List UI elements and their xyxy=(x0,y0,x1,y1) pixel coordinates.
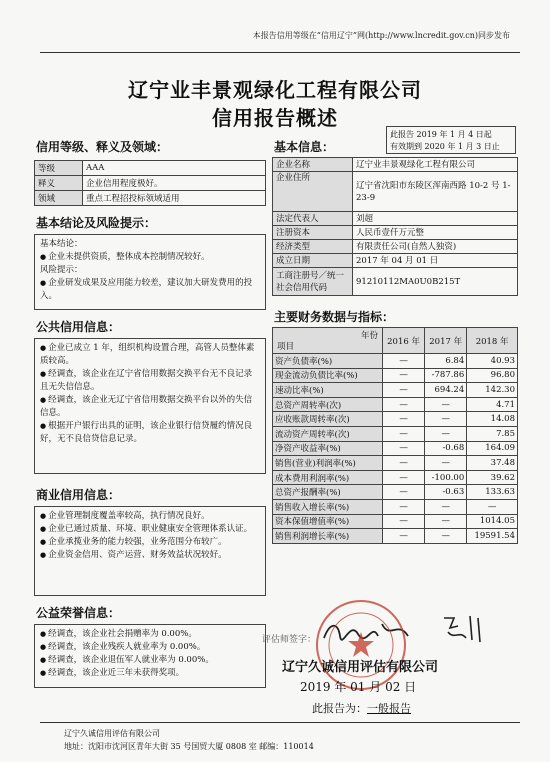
conclusion-label: 基本结论： xyxy=(40,239,83,249)
grade-section-title: 信用等级、释义及领域： xyxy=(36,140,169,154)
metric-value: — xyxy=(383,412,425,427)
metric-name: 成本费用利润率(%) xyxy=(273,470,383,485)
finance-table xyxy=(272,327,518,544)
meaning-key: 释义 xyxy=(35,176,83,191)
year-column-header: 2016 年 xyxy=(383,328,425,354)
basic-key: 企业住所 xyxy=(273,172,353,212)
list-item: ● 企业已通过质量、环境、职业健康安全管理体系认证。 xyxy=(40,523,260,536)
agency-name: 辽宁久诚信用评估有限公司 xyxy=(282,660,439,675)
agency-seal-icon xyxy=(316,600,406,690)
domain-value: 重点工程招投标领域适用 xyxy=(83,191,266,206)
metric-name: 速动比率(%) xyxy=(273,383,383,398)
metric-value: -0.68 xyxy=(425,441,467,456)
grade-value: AAA xyxy=(83,161,266,176)
table-row xyxy=(273,254,518,268)
metric-value: 142.30 xyxy=(467,383,518,398)
metric-value: — xyxy=(383,470,425,485)
grade-key: 等级 xyxy=(35,161,83,176)
honor-section-title: 公益荣誉信息： xyxy=(36,606,121,620)
list-item: ● 经调查，该企业退伍军人就业率为 0.00%。 xyxy=(40,654,260,667)
metric-name: 资本保值增值率(%) xyxy=(273,514,383,529)
table-row xyxy=(273,212,518,226)
basic-value: 2017 年 04 月 01 日 xyxy=(353,254,518,268)
table-row xyxy=(273,268,518,296)
metric-value: 39.62 xyxy=(467,470,518,485)
footer-divider xyxy=(40,722,520,723)
metric-value: — xyxy=(383,368,425,383)
table-row xyxy=(273,397,518,412)
basic-section-title: 基本信息： xyxy=(274,140,335,154)
list-item: ● 根据开户银行出具的证明，该企业银行信贷履约情况良好，无不良信贷信息记录。 xyxy=(40,420,260,446)
metric-value: 7.85 xyxy=(467,426,518,441)
metric-name: 现金流动负债比率(%) xyxy=(273,368,383,383)
table-row xyxy=(35,191,266,206)
table-header-row xyxy=(273,328,518,354)
report-end-date: 有效期到 2020 年 1 月 3 日止 xyxy=(390,142,500,151)
metric-value: — xyxy=(425,514,467,529)
table-row xyxy=(273,529,518,544)
table-row xyxy=(35,161,266,176)
list-item: ● 经调查，该企业残疾人就业率为 0.00%。 xyxy=(40,641,260,654)
metric-value: — xyxy=(425,412,467,427)
metric-name: 净资产收益率(%) xyxy=(273,441,383,456)
report-start-date: 此报告 2019 年 1 月 4 日起 xyxy=(390,130,492,139)
metric-name: 销售(营业)利润率(%) xyxy=(273,456,383,471)
table-row xyxy=(273,470,518,485)
metric-name: 应收账款周转率(次) xyxy=(273,412,383,427)
report-type-label: 此报告为： xyxy=(312,702,367,715)
domain-key: 领域 xyxy=(35,191,83,206)
basic-key: 成立日期 xyxy=(273,254,353,268)
table-row xyxy=(273,485,518,500)
risk-label: 风险提示： xyxy=(40,265,83,275)
metric-value: — xyxy=(425,426,467,441)
basic-key: 法定代表人 xyxy=(273,212,353,226)
list-item: ● 经调查，该企业无辽宁省信用数据交换平台以外的失信信息。 xyxy=(40,394,260,420)
basic-value: 辽宁省沈阳市东陵区浑南西路 10-2 号 1-23-9 xyxy=(353,172,518,212)
metric-value: — xyxy=(425,499,467,514)
second-signature xyxy=(440,612,490,644)
footer-address: 地址：沈阳市沈河区青年大街 35 号国贸大厦 0808 室 邮编：110014 xyxy=(64,742,314,751)
basic-value: 辽宁业丰景观绿化工程有限公司 xyxy=(353,158,518,172)
metric-value: — xyxy=(383,456,425,471)
list-item: ● 企业资金信用、资产运营、财务效益状况较好。 xyxy=(40,549,260,562)
item-header: 项目 xyxy=(277,342,295,352)
report-type-value: 一般报告 xyxy=(367,702,411,715)
year-column-header: 2018 年 xyxy=(467,328,518,354)
metric-value: 6.84 xyxy=(425,354,467,369)
metric-value: 694.24 xyxy=(425,383,467,398)
list-item: ● 经调查，该企业近三年未获得奖项。 xyxy=(40,667,260,680)
table-row xyxy=(273,426,518,441)
metric-value: 37.48 xyxy=(467,456,518,471)
metric-name: 总资产周转率(次) xyxy=(273,397,383,412)
report-title: 信用报告概述 xyxy=(212,106,338,130)
metric-value: — xyxy=(383,383,425,398)
basic-value: 刘超 xyxy=(353,212,518,226)
list-item: ● 经调查，该企业在辽宁省信用数据交换平台无不良记录且无失信信息。 xyxy=(40,368,260,394)
table-row xyxy=(273,514,518,529)
table-row xyxy=(273,368,518,383)
finance-corner-cell xyxy=(273,328,383,354)
metric-value: 19591.54 xyxy=(467,529,518,544)
metric-name: 销售收入增长率(%) xyxy=(273,499,383,514)
metric-value: — xyxy=(383,441,425,456)
table-row xyxy=(273,240,518,254)
risk-text: ● 企业研发成果及应用能力较差，建议加大研发费用的投入。 xyxy=(40,277,260,303)
honor-box xyxy=(34,624,266,688)
table-row xyxy=(273,226,518,240)
signed-date: 2019 年 01 月 02 日 xyxy=(300,680,417,694)
metric-value: — xyxy=(383,426,425,441)
metric-value: -0.63 xyxy=(425,485,467,500)
table-row xyxy=(273,412,518,427)
public-box xyxy=(34,338,266,474)
metric-value: — xyxy=(383,514,425,529)
publication-note: 本报告信用等级在“信用辽宁”网(http://www.lncredit.gov.cn)同步发布 xyxy=(252,31,510,40)
metric-name: 流动资产周转率(次) xyxy=(273,426,383,441)
business-box xyxy=(34,506,266,596)
list-item: ● 企业承揽业务的能力较强，业务范围分布较广。 xyxy=(40,536,260,549)
year-column-header: 2017 年 xyxy=(425,328,467,354)
company-title: 辽宁业丰景观绿化工程有限公司 xyxy=(128,78,422,102)
metric-value: — xyxy=(425,456,467,471)
metric-value: — xyxy=(383,485,425,500)
metric-value: 4.71 xyxy=(467,397,518,412)
risk-section-title: 基本结论及风险提示： xyxy=(36,216,157,230)
report-type xyxy=(312,700,411,716)
metric-value: — xyxy=(383,354,425,369)
metric-name: 总资产报酬率(%) xyxy=(273,485,383,500)
basic-value: 有限责任公司(自然人独资) xyxy=(353,240,518,254)
grade-table xyxy=(34,160,266,206)
basic-value: 人民币壹仟万元整 xyxy=(353,226,518,240)
table-row xyxy=(273,383,518,398)
footer-company: 辽宁久诚信用评估有限公司 xyxy=(64,729,160,738)
table-row xyxy=(35,176,266,191)
metric-value: — xyxy=(425,529,467,544)
metric-value: 14.08 xyxy=(467,412,518,427)
table-row xyxy=(273,354,518,369)
metric-value: -100.00 xyxy=(425,470,467,485)
table-row xyxy=(273,441,518,456)
metric-value: 133.63 xyxy=(467,485,518,500)
basic-info-table xyxy=(272,157,518,296)
basic-value: 91210112MA0U0B215T xyxy=(353,268,518,296)
basic-key: 企业名称 xyxy=(273,158,353,172)
basic-key: 经济类型 xyxy=(273,240,353,254)
metric-value: 40.93 xyxy=(467,354,518,369)
table-row xyxy=(273,456,518,471)
year-header: 年份 xyxy=(360,331,378,341)
metric-value: — xyxy=(383,499,425,514)
validity-box xyxy=(386,126,516,154)
metric-value: — xyxy=(425,397,467,412)
list-item: ● 企业已成立 1 年，组织机构设置合理，高管人员整体素质较高。 xyxy=(40,342,260,368)
table-row xyxy=(273,158,518,172)
conclusion-text: ● 企业未提供资质，整体成本控制情况较好。 xyxy=(40,251,260,264)
metric-value: 164.09 xyxy=(467,441,518,456)
finance-section-title: 主要财务数据与指标： xyxy=(274,310,395,324)
metric-value: 1014.05 xyxy=(467,514,518,529)
list-item: ● 经调查，该企业社会捐赠率为 0.00%。 xyxy=(40,628,260,641)
metric-name: 资产负债率(%) xyxy=(273,354,383,369)
meaning-value: 企业信用程度极好。 xyxy=(83,176,266,191)
basic-key: 工商注册号／统一社会信用代码 xyxy=(273,268,353,296)
risk-box xyxy=(34,234,266,310)
business-section-title: 商业信用信息： xyxy=(36,488,121,502)
metric-value: — xyxy=(467,499,518,514)
metric-value: — xyxy=(383,529,425,544)
header-divider xyxy=(40,52,520,53)
table-row xyxy=(273,172,518,212)
list-item: ● 企业管理制度覆盖率较高，执行情况良好。 xyxy=(40,510,260,523)
evaluator-label: 评估师签字： xyxy=(262,635,317,645)
metric-value: — xyxy=(383,397,425,412)
basic-key: 注册资本 xyxy=(273,226,353,240)
table-row xyxy=(273,499,518,514)
metric-name: 销售利润增长率(%) xyxy=(273,529,383,544)
metric-value: -787.86 xyxy=(425,368,467,383)
metric-value: 96.80 xyxy=(467,368,518,383)
public-section-title: 公共信用信息： xyxy=(36,320,121,334)
